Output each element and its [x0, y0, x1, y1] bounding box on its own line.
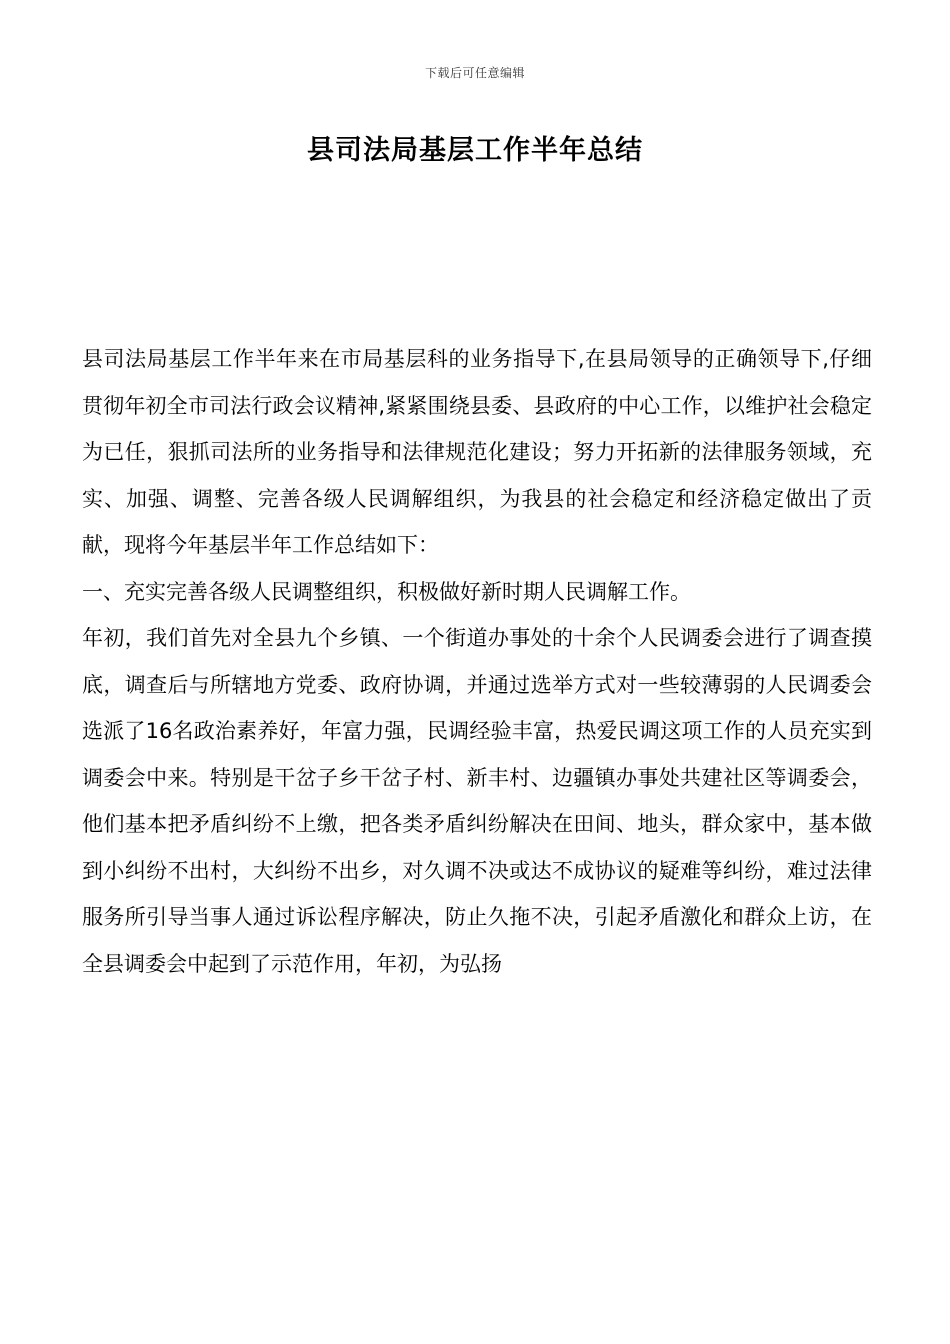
section-heading-1: 一、充实完善各级人民调整组织，积极做好新时期人民调解工作。	[82, 579, 691, 604]
document-body	[82, 336, 872, 987]
document-title: 县司法局基层工作半年总结	[307, 135, 643, 166]
paragraph-intro: 县司法局基层工作半年来在市局基层科的业务指导下,在县局领导的正确领导下,仔细贯彻年初全市司法行政会议精神,紧紧围绕县委、县政府的中心工作，以维护社会稳定为已任，狠抓司法所的业务指导和法律规范化建设；努力开拓新的法律服务领域，充实、加强、调整、完善各级人民调解组织，为我县的社会稳定和经济稳定做出了贡献，现将今年基层半年工作总结如下：	[82, 347, 872, 557]
page-header-note: 下载后可任意编辑	[424, 66, 525, 80]
paragraph-section-1: 年初，我们首先对全县九个乡镇、一个街道办事处的十余个人民调委会进行了调查摸底，调查后与所辖地方党委、政府协调，并通过选举方式对一些较薄弱的人民调委会选派了16名政治素养好，年富力强，民调经验丰富，热爱民调这项工作的人员充实到调委会中来。特别是干岔子乡干岔子村、新丰村、边疆镇办事处共建社区等调委会，他们基本把矛盾纠纷不上缴，把各类矛盾纠纷解决在田间、地头，群众家中，基本做到小纠纷不出村，大纠纷不出乡，对久调不决或达不成协议的疑难等纠纷，难过法律服务所引导当事人通过诉讼程序解决，防止久拖不决，引起矛盾激化和群众上访，在全县调委会中起到了示范作用，年初，为弘扬	[82, 626, 872, 976]
